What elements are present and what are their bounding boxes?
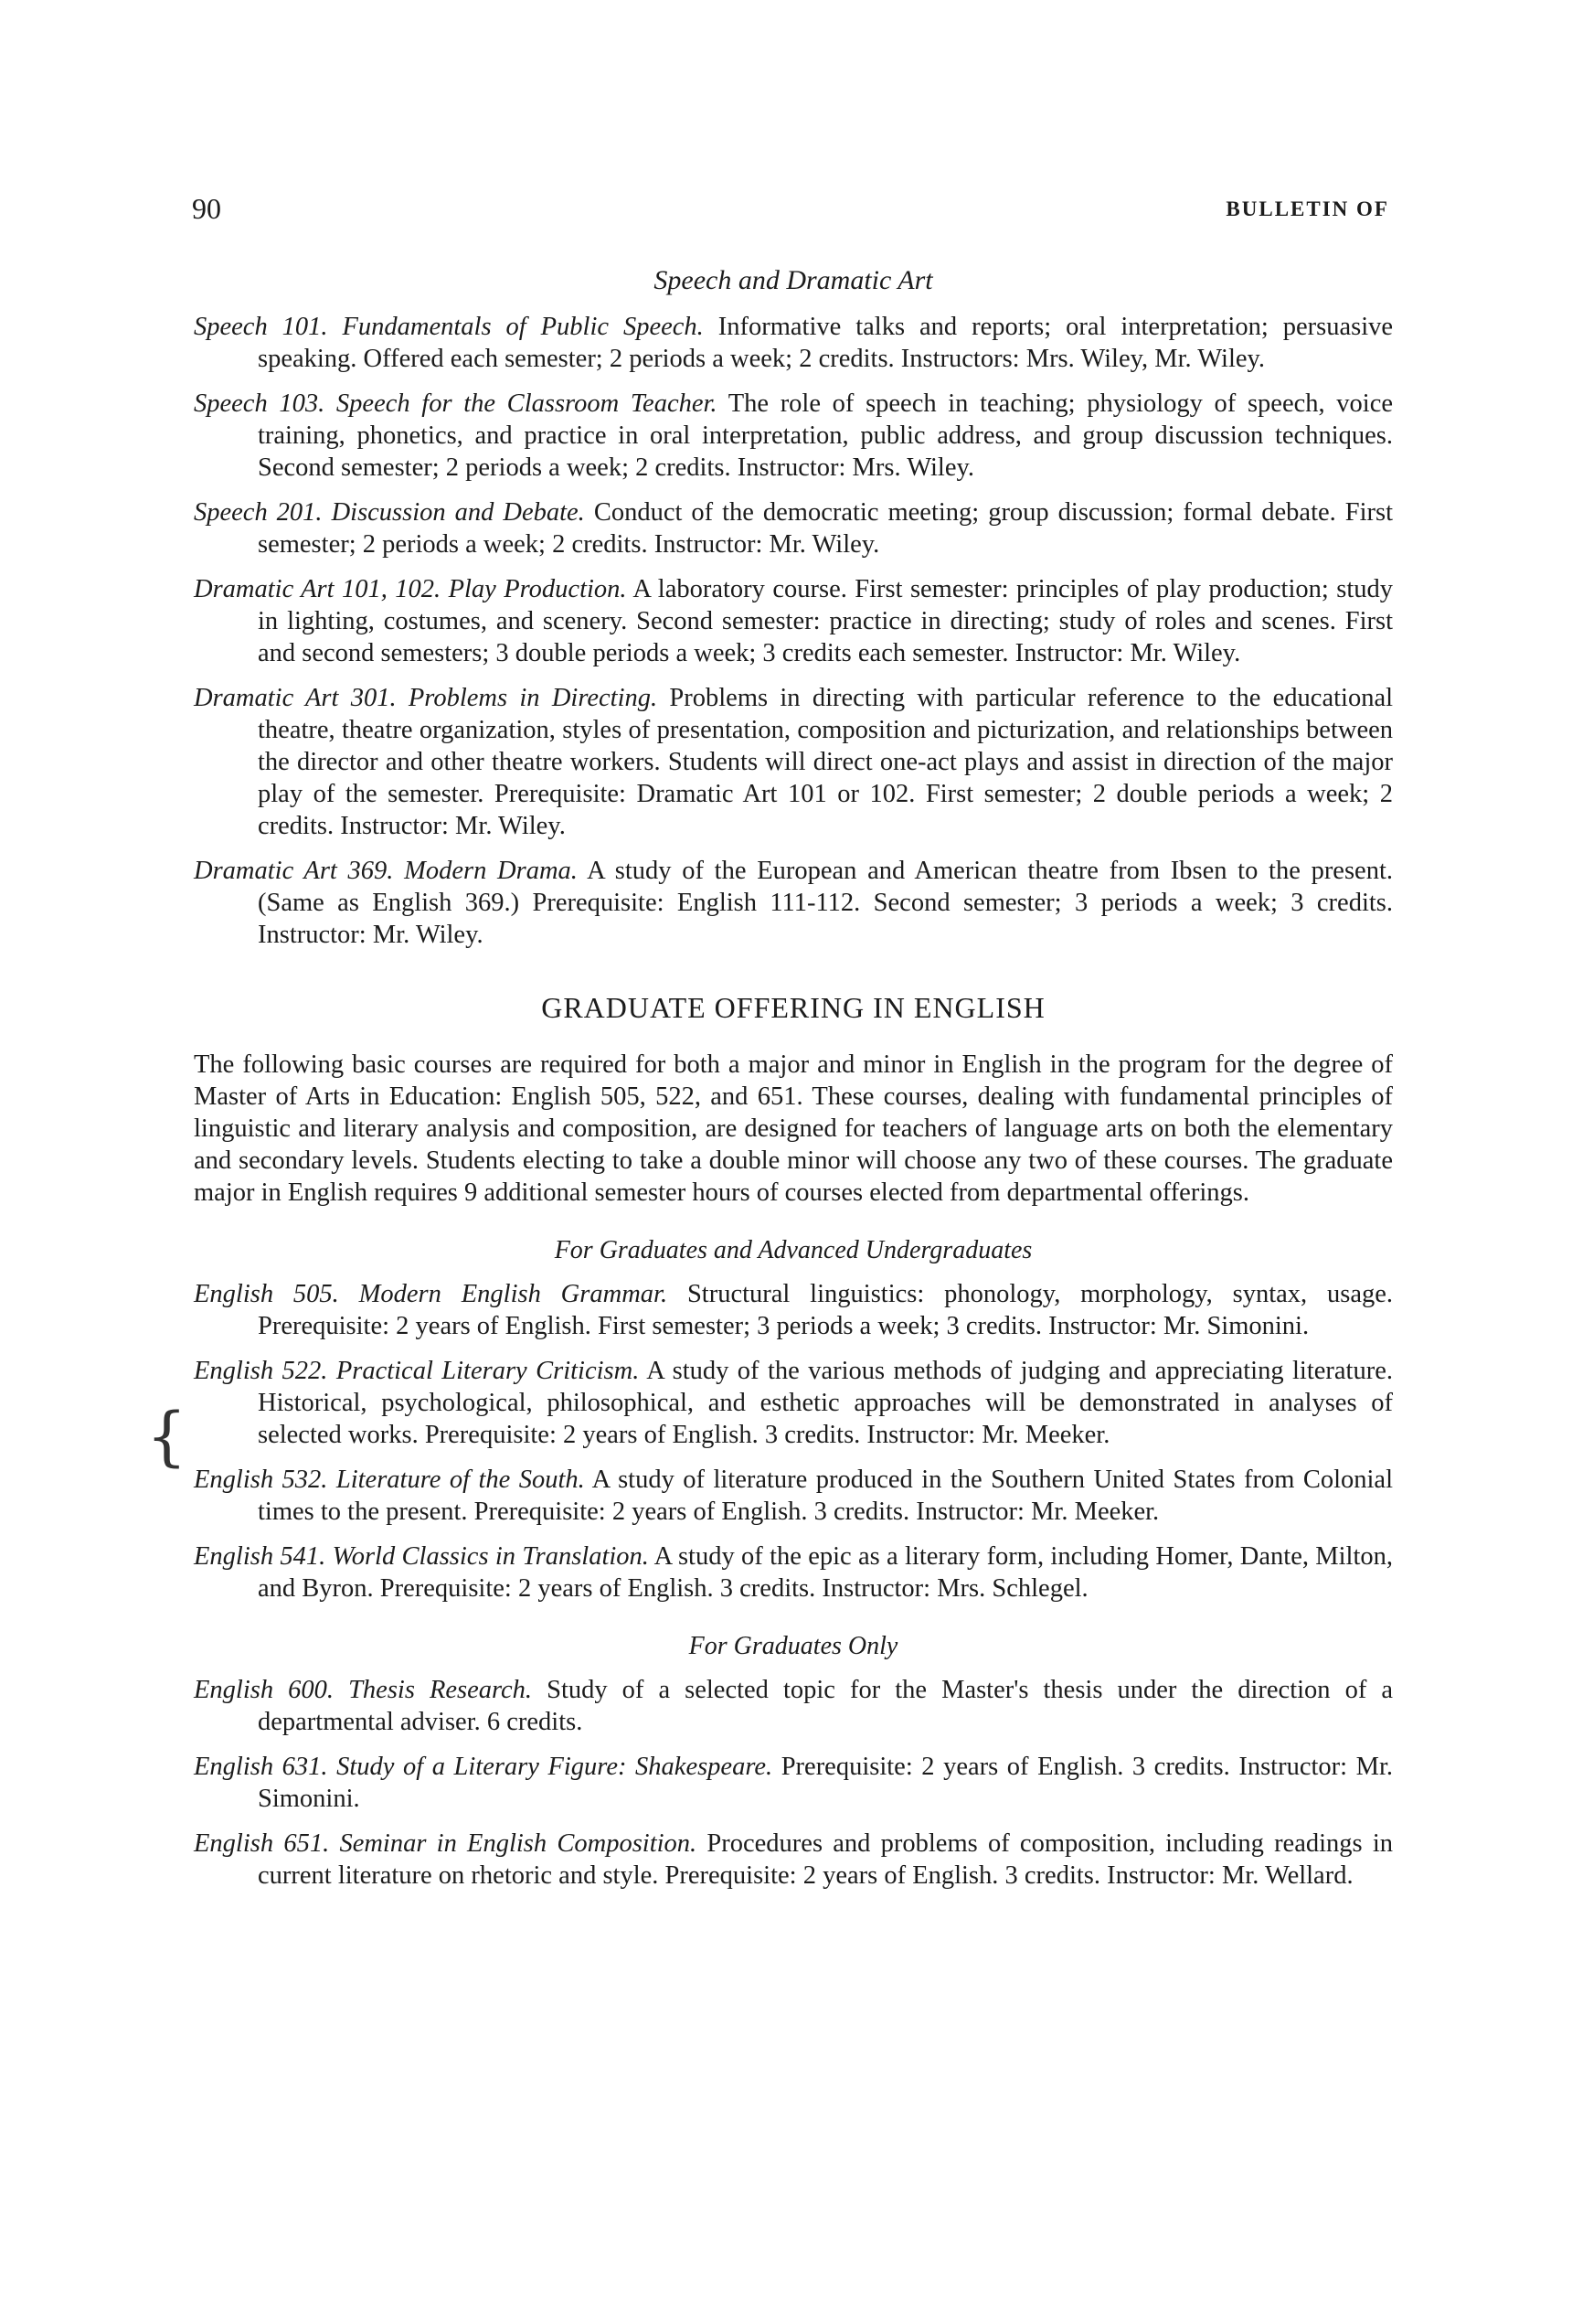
course-description: Procedures and problems of composition, including readings in current literature on rhetoric and style. Prerequisite: 2 years of English. 3 credits. Instructor: Mr. Wellard. bbox=[258, 1829, 1394, 1890]
course-number: Dramatic Art 301. bbox=[194, 684, 397, 712]
graduate-intro-paragraph: The following basic courses are required for both a major and minor in English in the program for the degree of Master of Arts in Education: English 505, 522, and 651. These courses, dealing with fundamental principles of linguistic and literary analysis and composition, are designed for teachers of language arts on both the elementary and secondary levels. Students electing to take a double minor will choose any two of these courses. The graduate major in English requires 9 additional semester hours of courses elected from departmental offerings. bbox=[194, 1050, 1393, 1207]
course-title: Study of a Literary Figure: Shakespeare. bbox=[336, 1753, 773, 1781]
course-entry bbox=[194, 1355, 1393, 1451]
section-heading-graduate: GRADUATE OFFERING IN ENGLISH bbox=[541, 991, 1046, 1024]
course-entry bbox=[194, 1278, 1393, 1342]
course-entry bbox=[194, 388, 1393, 484]
course-number: English 522. bbox=[194, 1357, 328, 1385]
course-description: A study of the European and American theatre from Ibsen to the present. (Same as English 369.) Prerequisite: English 111-112. Second semester; 3 periods a week; 3 credits. Instructor: Mr. Wiley. bbox=[258, 857, 1393, 949]
course-description: Conduct of the democratic meeting; group discussion; formal debate. First semester; 2 periods a week; 2 credits. Instructor: Mr. Wiley. bbox=[258, 498, 1394, 559]
course-number: English 600. bbox=[194, 1676, 335, 1704]
course-description: Problems in directing with particular reference to the educational theatre, theatre organization, styles of presentation, composition and picturization, and relationships between the director and other theatre workers. Students will direct one-act plays and assist in direction of the major play of the semester. Prerequisite: Dramatic Art 101 or 102. First semester; 2 double periods a week; 2 credits. Instructor: Mr. Wiley. bbox=[258, 684, 1394, 840]
course-entry bbox=[194, 496, 1393, 560]
course-description: Study of a selected topic for the Master's thesis under the direction of a departmental adviser. 6 credits. bbox=[258, 1676, 1394, 1736]
handwritten-bracket-mark: { bbox=[146, 1399, 187, 1474]
course-entry bbox=[194, 311, 1393, 375]
course-description: A laboratory course. First semester: principles of play production; study in lighting, costumes, and scenery. Second semester: practice in directing; study of roles and scenes. First and second semesters; 3 double periods a week; 3 credits each semester. Instructor: Mr. Wiley. bbox=[258, 575, 1393, 667]
course-title: Thesis Research. bbox=[348, 1676, 533, 1704]
course-number: English 505. bbox=[194, 1280, 339, 1308]
course-title: Modern English Grammar. bbox=[358, 1280, 668, 1308]
subheading-advanced: For Graduates and Advanced Undergraduates bbox=[554, 1236, 1033, 1264]
course-entry bbox=[194, 573, 1393, 669]
course-number: Dramatic Art 369. bbox=[194, 857, 394, 885]
course-description: A study of the epic as a literary form, including Homer, Dante, Milton, and Byron. Prerequisite: 2 years of English. 3 credits. Instructor: Mrs. Schlegel. bbox=[258, 1542, 1393, 1603]
course-entry bbox=[194, 855, 1393, 951]
course-title: Play Production. bbox=[448, 575, 627, 603]
course-entry bbox=[194, 1828, 1393, 1892]
course-title: Modern Drama. bbox=[404, 857, 578, 885]
course-title: Problems in Directing. bbox=[408, 684, 658, 712]
course-entry bbox=[194, 1540, 1393, 1604]
course-number: Speech 103. bbox=[194, 389, 325, 418]
subheading-graduates-only: For Graduates Only bbox=[688, 1632, 898, 1660]
course-title: Fundamentals of Public Speech. bbox=[342, 313, 704, 341]
course-description: The role of speech in teaching; physiology of speech, voice training, phonetics, and practice in oral interpretation, public address, and group discussion techniques. Second semester; 2 periods a week; 2 credits. Instructor: Mrs. Wiley. bbox=[258, 389, 1393, 482]
course-entry bbox=[194, 682, 1393, 842]
course-number: English 532. bbox=[194, 1466, 328, 1494]
course-description: A study of literature produced in the Southern United States from Colonial times to the present. Prerequisite: 2 years of English. 3 credits. Instructor: Mr. Meeker. bbox=[258, 1466, 1393, 1526]
course-description: Informative talks and reports; oral interpretation; persuasive speaking. Offered each semester; 2 periods a week; 2 credits. Instructors: Mrs. Wiley, Mr. Wiley. bbox=[258, 313, 1394, 373]
running-head: BULLETIN OF bbox=[1226, 197, 1389, 220]
course-number: Speech 101. bbox=[194, 313, 328, 341]
course-title: Literature of the South. bbox=[335, 1466, 585, 1494]
page-content bbox=[194, 265, 1393, 1904]
course-description: Prerequisite: 2 years of English. 3 credits. Instructor: Mr. Simonini. bbox=[258, 1753, 1393, 1813]
course-title: World Classics in Translation. bbox=[332, 1542, 649, 1571]
course-description: A study of the various methods of judging and appreciating literature. Historical, psychological, philosophical, and esthetic approaches will be demonstrated in analyses of selected works. Prerequisite: 2 years of English. 3 credits. Instructor: Mr. Meeker. bbox=[258, 1357, 1393, 1449]
course-title: Discussion and Debate. bbox=[331, 498, 585, 527]
course-number: Speech 201. bbox=[194, 498, 323, 527]
course-entry bbox=[194, 1674, 1393, 1738]
course-number: English 541. bbox=[194, 1542, 326, 1571]
course-entry bbox=[194, 1464, 1393, 1528]
course-title: Speech for the Classroom Teacher. bbox=[335, 389, 717, 418]
course-number: English 651. bbox=[194, 1829, 330, 1858]
course-entry bbox=[194, 1751, 1393, 1815]
course-number: English 631. bbox=[194, 1753, 328, 1781]
course-description: Structural linguistics: phonology, morphology, syntax, usage. Prerequisite: 2 years of English. First semester; 3 periods a week; 3 credits. Instructor: Mr. Simonini. bbox=[258, 1280, 1394, 1340]
course-number: Dramatic Art 101, 102. bbox=[194, 575, 441, 603]
page-number: 90 bbox=[192, 192, 221, 225]
course-title: Practical Literary Criticism. bbox=[335, 1357, 640, 1385]
section-heading-speech: Speech and Dramatic Art bbox=[653, 265, 933, 295]
course-title: Seminar in English Composition. bbox=[339, 1829, 697, 1858]
